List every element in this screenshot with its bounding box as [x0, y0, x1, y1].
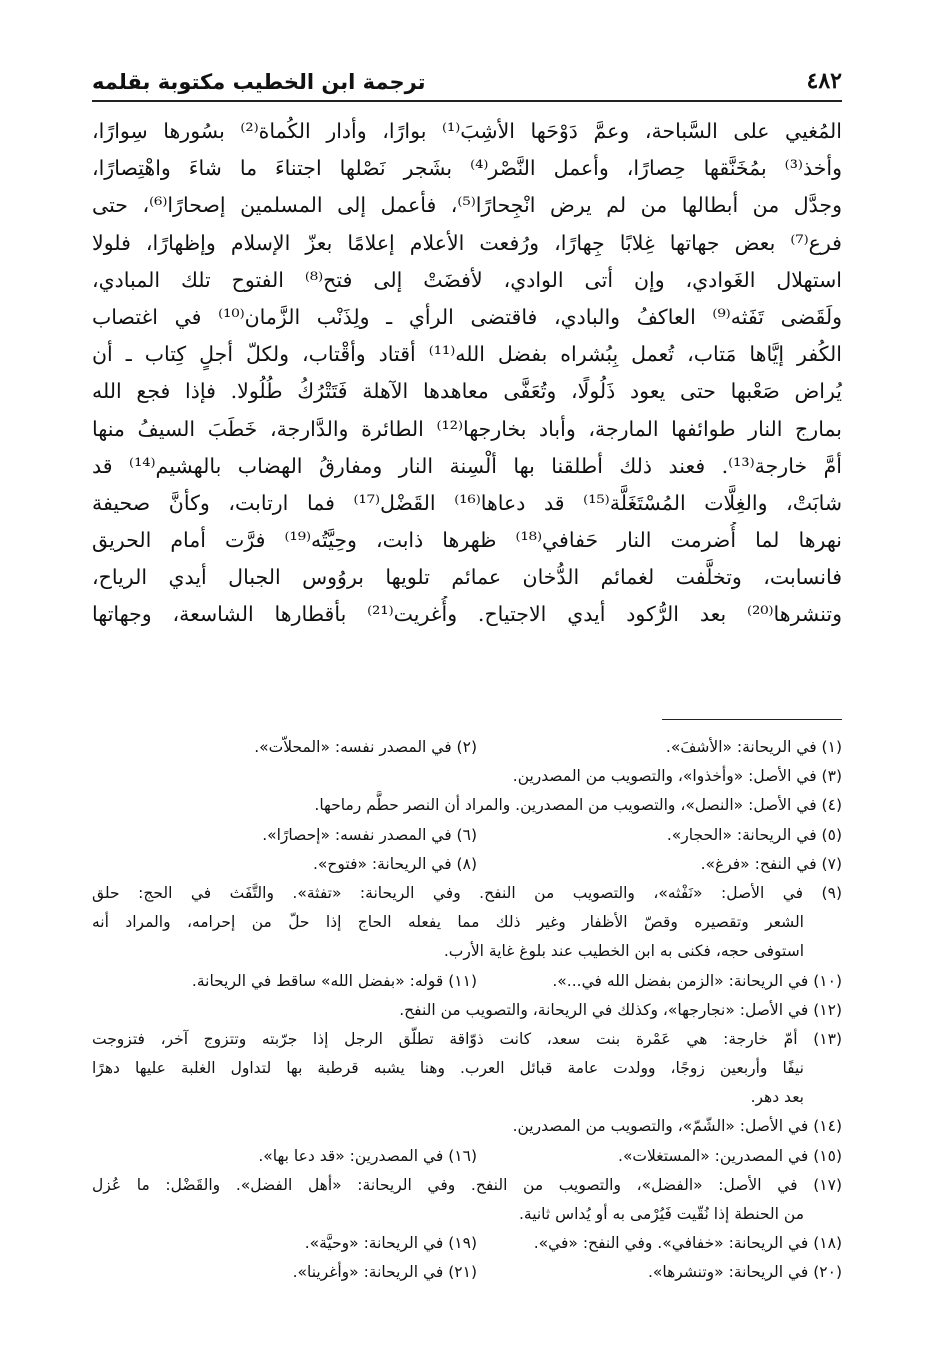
footnote-9-continued: استوفى حجه، فكنى به ابن الخطيب عند بلوغ غاية الأرب. [443, 942, 804, 961]
text-line: وجدَّل من أبطالها من لم يرض انْجِحارًا⁽⁵⁾، فأعمل إلى المسلمين إصحارًا⁽⁶⁾، حتى [92, 193, 842, 218]
text-line: استهلال الغَوادي، وإن أتى الوادي، لأفضَتْ إلى فتح⁽⁸⁾ الفتوح تلك المبادي، [92, 267, 842, 292]
footnote-row [92, 1142, 842, 1171]
footnote-17-continued: من الحنطة إذا نُقّيت فَيُرْمى به أو يُداس ثانية. [518, 1205, 804, 1223]
text-line: يُراض صَعْبها حتى يعود ذَلُولًا، وتُعَفَّى معاهدها الآهلة فَتَتْرُكُ طُلُولا. فإذا فجع الله [92, 379, 842, 404]
text-line: الكُفر إيَّاها مَتاب، تُعمل بِبُشراه بفضل الله⁽¹¹⁾ أقتاد وأقْتاب، ولكلّ أجلٍ كِتاب ـ أن [92, 342, 842, 367]
footnote-7: (٧) في النفح: «فرغ». [700, 854, 842, 873]
footnote-row [92, 850, 842, 879]
footnote-row [92, 821, 842, 850]
footnote-4: (٤) في الأصل: «النصل»، والتصويب من المصدرين. والمراد أن النصر حطَّم رماحها. [314, 796, 842, 815]
header-divider [92, 100, 842, 102]
text-line: المُغيي على السَّباحة، وعمَّ دَوْحَها الأشِبَ⁽¹⁾ بوارًا، وأدار الكُماة⁽²⁾ بسُورها سِوارًا، [92, 119, 842, 143]
footnote-9: (٩) في الأصل: «نَفْثه»، والتصويب من النفح. وفي الريحانة: «تفثة». والتَّفَث في الحج: حلق [92, 883, 842, 902]
footnote-19: (١٩) في الريحانة: «وحيَّة». [304, 1234, 477, 1253]
footnote-13-continued: نيفًا وأربعين زوجًا، وولدت عامة قبائل العرب. وهنا يشبه قرطبة بها لتداول الغلبة عليها دهرًا [92, 1059, 804, 1078]
footnote-5: (٥) في الريحانة: «الحجار». [666, 825, 842, 844]
footnote-21: (٢١) في الريحانة: «وأغرينا». [292, 1263, 477, 1282]
footnote-2: (٢) في المصدر نفسه: «المحلاّت». [254, 738, 477, 756]
footnote-row [92, 733, 842, 762]
main-text [92, 113, 842, 634]
text-line: فانسابت، وتخلَّفت لغمائم الدُّخان عمائم تلويها بروُوس الجبال أيدي الرياح، [92, 565, 842, 590]
footnote-14: (١٤) في الأصل: «الشّمّ»، والتصويب من المصدرين. [512, 1117, 842, 1136]
page-number: ٤٨٢ [806, 68, 842, 94]
footnote-16: (١٦) في المصدرين: «قد دعا بها». [258, 1146, 477, 1165]
text-line: أمَّ خارجة⁽¹³⁾. فعند ذلك أطلقنا بها ألْسِنة النار ومفارقُ الهضاب بالهشيم⁽¹⁴⁾ قد [92, 453, 842, 478]
footnote-15: (١٥) في المصدرين: «المستغلات». [618, 1146, 842, 1165]
footnote-3: (٣) في الأصل: «وأخذوا»، والتصويب من المصدرين. [512, 767, 842, 786]
footnotes [92, 733, 842, 1288]
text-line: شابَتْ، والغِلَّات المُسْتَغَلَّة⁽¹⁵⁾ قد دعاها⁽¹⁶⁾ القَضْل⁽¹⁷⁾ فما ارتابت، وكأنَّ صحيفة [92, 490, 842, 515]
footnote-12: (١٢) في الأصل: «نجارجها»، وكذلك في الريحانة، والتصويب من النفح. [399, 1000, 842, 1019]
footnote-row [92, 1229, 842, 1258]
footnote-18: (١٨) في الريحانة: «خفافي». وفي النفح: «في». [533, 1234, 842, 1253]
footnote-row [92, 967, 842, 996]
footnote-8: (٨) في الريحانة: «فتوح». [312, 854, 477, 873]
text-line: وأخذ⁽³⁾ بمُخَنَّقها حِصارًا، وأعمل النَّصْر⁽⁴⁾ بشَجر نَصْلها اجتناءَ ما شاءَ واهْتِصارًا، [92, 156, 842, 181]
footnote-13: (١٣) أمّ خارجة: هي عَمْرة بنت سعد، كانت ذوّاقة تطلّق الرجل إذا جرّبته وتتزوج آخر، فتزوجت [92, 1029, 842, 1048]
footnote-6: (٦) في المصدر نفسه: «إحصارًا». [262, 825, 477, 844]
footnote-1: (١) في الريحانة: «الأشفَ». [665, 738, 842, 756]
footnote-9-continued: الشعر وتقصيره وقصّ الأظفار وغير ذلك مما يفعله الحاج إذا حلّ من إحرامه، والمراد أنه [92, 913, 804, 932]
footnote-13-continued: بعد دهر. [750, 1088, 804, 1107]
text-line: ولَقَضى تَفَثه⁽⁹⁾ العاكفُ والبادي، فاقتضى الرأي ـ ولِذَنْب الزَّمان⁽¹⁰⁾ في اغتصاب [92, 304, 842, 329]
footnote-11: (١١) قوله: «بفضل الله» ساقط في الريحانة. [191, 971, 477, 990]
footnote-20: (٢٠) في الريحانة: «وتنشرها». [648, 1263, 842, 1282]
text-line: نهرها لما أُضرمت النار حَفافي⁽¹⁸⁾ ظهرها ذابت، وحِيَّتُه⁽¹⁹⁾ فرَّت أمام الحريق [92, 528, 842, 553]
footnote-17: (١٧) في الأصل: «الفضل»، والتصويب من النفح. وفي الريحانة: «أهل الفضل». والقَضْل: ما عُزل [92, 1175, 842, 1194]
footnote-row [92, 1258, 842, 1287]
running-title: ترجمة ابن الخطيب مكتوبة بقلمه [92, 70, 426, 94]
text-line: وتنشرها⁽²⁰⁾ بعد الرُّكود أيدي الاجتياح. وأُغريت⁽²¹⁾ بأقطارها الشاسعة، وجهاتها [92, 602, 842, 627]
page-header [92, 60, 842, 94]
footnote-10: (١٠) في الريحانة: «الزمن بفضل الله في...». [552, 971, 842, 990]
text-line: بمارج النار طوائفها المارجة، وأباد بخارجها⁽¹²⁾ الطائرة والدَّارجة، خَطَبَ السيفُ منها [92, 416, 842, 441]
text-line: فرع⁽⁷⁾ بعض جهاتها غِلابًا جِهارًا، ورُفعت الأعلام إعلامًا بعزّ الإسلام وإظهارًا، فلولا [92, 230, 842, 255]
footnote-divider [662, 719, 842, 720]
